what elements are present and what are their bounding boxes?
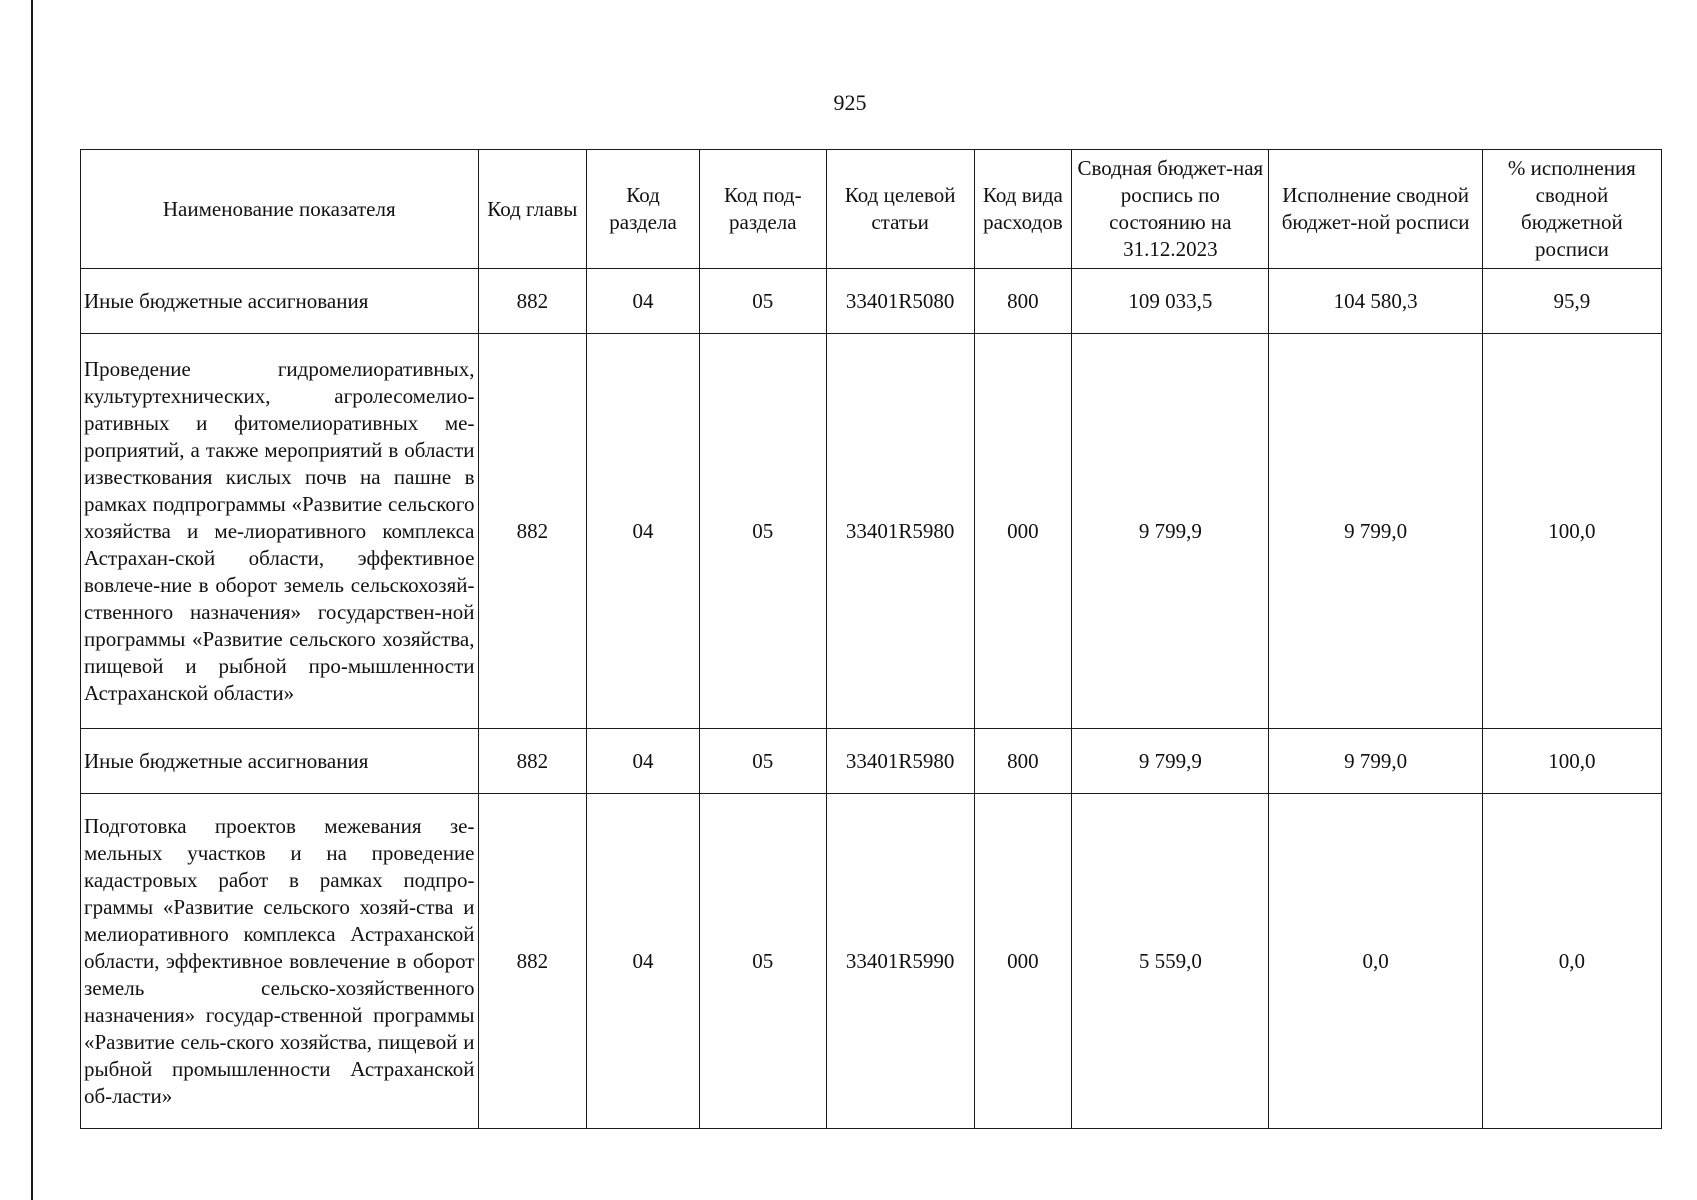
row-subsection-code: 05: [699, 334, 826, 729]
header-row: [81, 150, 1662, 269]
header-name: Наименование показателя: [81, 150, 479, 269]
row-subsection-code: 05: [699, 269, 826, 334]
table-body: [81, 269, 1662, 1129]
row-expense-type-code: 800: [974, 269, 1072, 334]
header-subsection-code: Код под-раздела: [699, 150, 826, 269]
row-budget-plan: 5 559,0: [1072, 794, 1269, 1129]
header-section-code: Код раздела: [587, 150, 700, 269]
page-number: 925: [833, 90, 867, 115]
row-execution: 9 799,0: [1269, 334, 1482, 729]
header-chapter-code: Код главы: [478, 150, 587, 269]
table-row: [81, 334, 1662, 729]
row-execution-percent: 100,0: [1482, 334, 1661, 729]
header-budget-plan: Сводная бюджет-ная роспись по состоянию на 31.12.2023: [1072, 150, 1269, 269]
row-section-code: 04: [587, 729, 700, 794]
row-expense-type-code: 000: [974, 334, 1072, 729]
row-execution: 104 580,3: [1269, 269, 1482, 334]
row-name: Иные бюджетные ассигнования: [81, 729, 479, 794]
row-section-code: 04: [587, 334, 700, 729]
row-name: Иные бюджетные ассигнования: [81, 269, 479, 334]
binding-edge-line: [31, 0, 33, 1200]
header-execution-percent: % исполнения сводной бюджетной росписи: [1482, 150, 1661, 269]
table-row: [81, 729, 1662, 794]
row-execution: 9 799,0: [1269, 729, 1482, 794]
row-budget-plan: 9 799,9: [1072, 729, 1269, 794]
header-expense-type-code: Код вида расходов: [974, 150, 1072, 269]
row-chapter-code: 882: [478, 269, 587, 334]
table-header: [81, 150, 1662, 269]
row-chapter-code: 882: [478, 334, 587, 729]
row-chapter-code: 882: [478, 729, 587, 794]
budget-execution-table: [80, 149, 1662, 1129]
row-expense-type-code: 000: [974, 794, 1072, 1129]
row-target-code: 33401R5980: [826, 334, 974, 729]
row-section-code: 04: [587, 794, 700, 1129]
row-section-code: 04: [587, 269, 700, 334]
header-execution: Исполнение сводной бюджет-ной росписи: [1269, 150, 1482, 269]
row-execution-percent: 100,0: [1482, 729, 1661, 794]
row-target-code: 33401R5080: [826, 269, 974, 334]
row-execution: 0,0: [1269, 794, 1482, 1129]
row-budget-plan: 9 799,9: [1072, 334, 1269, 729]
table-row: [81, 269, 1662, 334]
row-target-code: 33401R5980: [826, 729, 974, 794]
row-subsection-code: 05: [699, 729, 826, 794]
table-row: [81, 794, 1662, 1129]
header-target-code: Код целевой статьи: [826, 150, 974, 269]
row-execution-percent: 0,0: [1482, 794, 1661, 1129]
row-execution-percent: 95,9: [1482, 269, 1661, 334]
row-chapter-code: 882: [478, 794, 587, 1129]
row-subsection-code: 05: [699, 794, 826, 1129]
row-expense-type-code: 800: [974, 729, 1072, 794]
row-budget-plan: 109 033,5: [1072, 269, 1269, 334]
row-name: Проведение гидромелиоративных, культуртехнических, агролесомелио-ративных и фитомелиоративных ме-роприятий, а также мероприятий в области известкования кислых почв на пашне в рамках подпрограммы «Развитие сельского хозяйства и ме-лиоративного комплекса Астрахан-ской области, эффективное вовлече-ние в оборот земель сельскохозяй-ственного назначения» государствен-ной программы «Развитие сельского хозяйства, пищевой и рыбной про-мышленности Астраханской области»: [81, 334, 479, 729]
row-name: Подготовка проектов межевания зе-мельных участков и на проведение кадастровых работ в рамках подпро-граммы «Развитие сельского хозяй-ства и мелиоративного комплекса Астраханской области, эффективное вовлечение в оборот земель сельско-хозяйственного назначения» государ-ственной программы «Развитие сель-ского хозяйства, пищевой и рыбной промышленности Астраханской об-ласти»: [81, 794, 479, 1129]
row-target-code: 33401R5990: [826, 794, 974, 1129]
